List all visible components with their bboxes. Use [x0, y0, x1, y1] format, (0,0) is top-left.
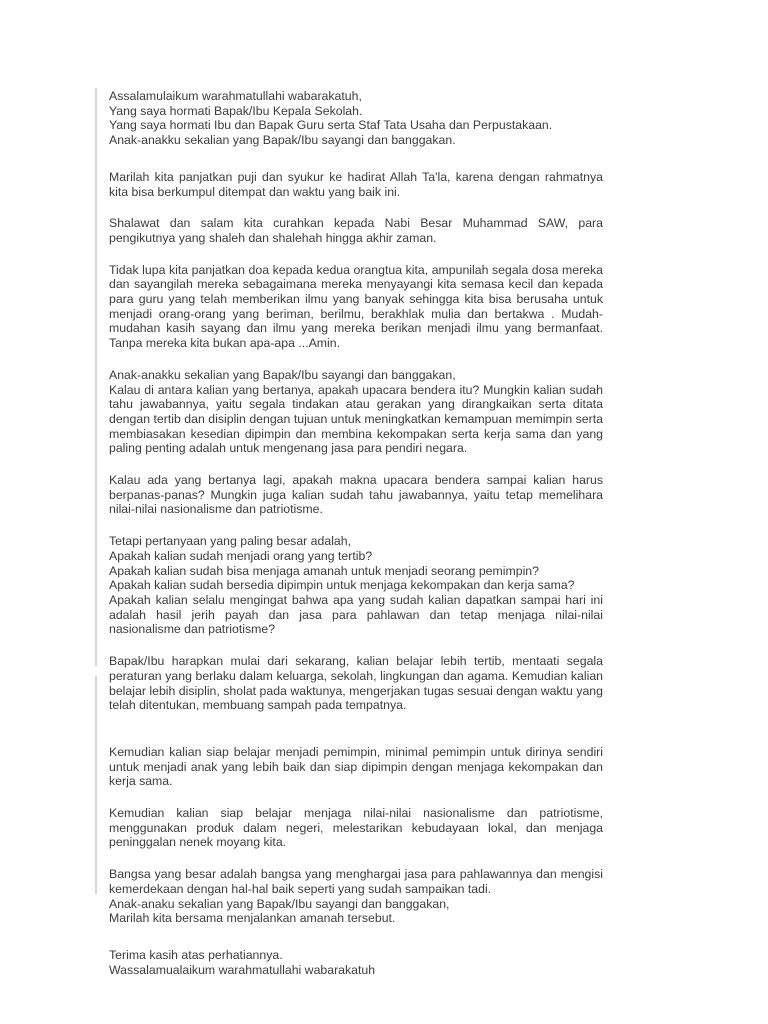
speech-text: [109, 89, 603, 994]
margin-bar: [95, 676, 97, 894]
question-item: Apakah kalian selalu mengingat bahwa apa yang sudah kalian dapatkan sampai hari ini adalah hasil jerih payah dan jasa para pahlawan dan tetap menjaga nilai-nilai nasionalisme dan patriotisme?: [109, 592, 603, 637]
greeting-block: [109, 89, 603, 148]
greeting-line: Assalamulaikum warahmatullahi wabarakatuh,: [109, 89, 362, 103]
paragraph-upacara-body: Kalau di antara kalian yang bertanya, apakah upacara bendera itu? Mungkin kalian sudah tahu jawabannya, yaitu segala tindakan atau gerakan yang dirangkaikan serta ditata dengan tertib dan disiplin dengan tujuan untuk meningkatkan kemampuan memimpin serta membiasakan kesedian dipimpin dan membina kekompakan serta kerja sama dan yang paling penting adalah untuk mengenang jasa para pendiri negara.: [109, 382, 603, 456]
paragraph-upacara: [109, 368, 603, 456]
greeting-line: Anak-anakku sekalian yang Bapak/Ibu sayangi dan banggakan.: [109, 133, 456, 148]
paragraph-makna: Kalau ada yang bertanya lagi, apakah makna upacara bendera sampai kalian harus berpanas-panas? Mungkin juga kalian sudah tahu jawabannya, yaitu tetap memelihara nilai-nilai nasionalisme dan patriotisme.: [109, 473, 603, 517]
question-item: Apakah kalian sudah menjadi orang yang tertib?: [109, 548, 373, 563]
paragraph-bangsa-line: Marilah kita bersama menjalankan amanah tersebut.: [109, 911, 396, 926]
paragraph-shalawat: Shalawat dan salam kita curahkan kepada Nabi Besar Muhammad SAW, para pengikutnya yang shaleh dan shalehah hingga akhir zaman.: [109, 216, 603, 245]
closing-block: [109, 948, 603, 977]
paragraph-pemimpin: Kemudian kalian siap belajar menjadi pemimpin, minimal pemimpin untuk dirinya sendiri untuk menjadi anak yang lebih baik dan siap dipimpin dengan menjaga kekompakan dan kerja sama.: [109, 744, 603, 789]
closing-salam: Wassalamualaikum warahmatullahi wabarakatuh: [109, 962, 376, 977]
question-item: Apakah kalian sudah bisa menjaga amanah untuk menjadi seorang pemimpin?: [109, 563, 539, 578]
paragraph-bangsa-line: Anak-anaku sekalian yang Bapak/Ibu sayangi dan banggakan,: [109, 896, 450, 911]
margin-bar: [95, 88, 97, 666]
paragraph-nasionalisme: Kemudian kalian siap belajar menjaga nilai-nilai nasionalisme dan patriotisme, menggunakan produk dalam negeri, melestarikan kebudayaan lokal, dan menjaga peninggalan nenek moyang kita.: [109, 806, 603, 850]
greeting-line: Yang saya hormati Ibu dan Bapak Guru serta Staf Tata Usaha dan Perpustakaan.: [109, 118, 553, 133]
greeting-line: Yang saya hormati Bapak/Ibu Kepala Sekolah.: [109, 103, 363, 118]
paragraph-puji: Marilah kita panjatkan puji dan syukur ke hadirat Allah Ta'la, karena dengan rahmatnya kita bisa berkumpul ditempat dan waktu yang baik ini.: [109, 169, 603, 199]
paragraph-doa: Tidak lupa kita panjatkan doa kepada kedua orangtua kita, ampunilah segala dosa mereka dan sayangilah mereka sebagaimana mereka menyayangi kita semasa kecil dan kepada para guru yang telah memberikan ilmu yang banyak sehingga kita bisa berusaha untuk menjadi orang-orang yang beriman, berilmu, berakhlak mulia dan bertakwa . Mudah-mudahan kasih sayang dan ilmu yang mereka berikan menjadi ilmu yang bermanfaat. Tanpa mereka kita bukan apa-apa ...Amin.: [109, 262, 603, 351]
closing-thanks: Terima kasih atas perhatiannya.: [109, 947, 283, 962]
paragraph-bangsa: [109, 867, 603, 926]
question-item: Apakah kalian sudah bersedia dipimpin untuk menjaga kekompakan dan kerja sama?: [109, 578, 575, 593]
questions-block: [109, 534, 603, 637]
paragraph-harapan: Bapak/Ibu harapkan mulai dari sekarang, kalian belajar lebih tertib, mentaati segala peraturan yang berlaku dalam keluarga, sekolah, lingkungan dan agama. Kemudian kalian belajar lebih disiplin, sholat pada waktunya, mengerjakan tugas sesuai dengan waktu yang telah ditentukan, membuang sampah pada tempatnya.: [109, 654, 603, 713]
paragraph-bangsa-body: Bangsa yang besar adalah bangsa yang menghargai jasa para pahlawannya dan mengisi kemerdekaan dengan hal-hal baik seperti yang sudah sampaikan tadi.: [109, 867, 603, 896]
paragraph-upacara-intro: Anak-anakku sekalian yang Bapak/Ibu sayangi dan banggakan,: [109, 367, 456, 382]
questions-intro: Tetapi pertanyaan yang paling besar adalah,: [109, 534, 352, 549]
